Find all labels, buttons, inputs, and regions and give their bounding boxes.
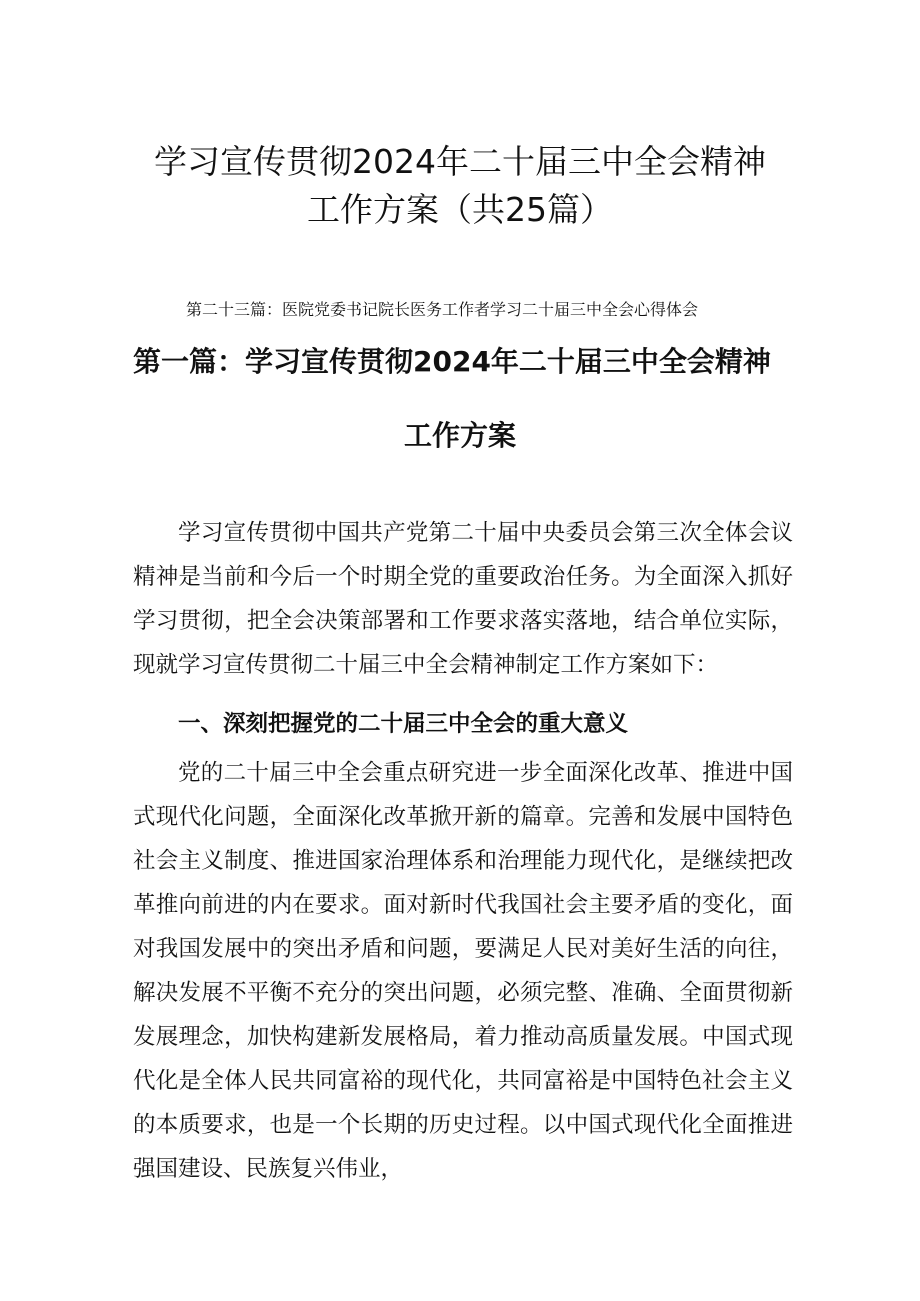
document-title-line-2: 工作方案（共25篇）	[307, 190, 613, 229]
intro-paragraph: 学习宣传贯彻中国共产党第二十届中央委员会第三次全体会议精神是当前和今后一个时期全党的重要政治任务。为全面深入抓好学习贯彻，把全会决策部署和工作要求落实落地，结合单位实际，现就学习宣传贯彻二十届三中全会精神制定工作方案如下：	[133, 520, 793, 678]
chapter-heading: 第一篇：学习宣传贯彻2024年二十届三中全会精神	[133, 345, 771, 378]
section-heading: 一、深刻把握党的二十届三中全会的重大意义	[178, 711, 629, 737]
section-paragraph: 党的二十届三中全会重点研究进一步全面深化改革、推进中国式现代化问题，全面深化改革掀开新的篇章。完善和发展中国特色社会主义制度、推进国家治理体系和治理能力现代化，是继续把改革推向前进的内在要求。面对新时代我国社会主要矛盾的变化，面对我国发展中的突出矛盾和问题，要满足人民对美好生活的向往，解决发展不平衡不充分的突出问题，必须完整、准确、全面贯彻新发展理念，加快构建新发展格局，着力推动高质量发展。中国式现代化是全体人民共同富裕的现代化，共同富裕是中国特色社会主义的本质要求，也是一个长期的历史过程。以中国式现代化全面推进强国建设、民族复兴伟业，	[133, 760, 793, 1182]
chapter-subheading: 工作方案	[403, 419, 516, 452]
document-title-line-1: 学习宣传贯彻2024年二十届三中全会精神	[154, 142, 766, 181]
toc-entry: 第二十三篇：医院党委书记院长医务工作者学习二十届三中全会心得体会	[185, 300, 698, 319]
